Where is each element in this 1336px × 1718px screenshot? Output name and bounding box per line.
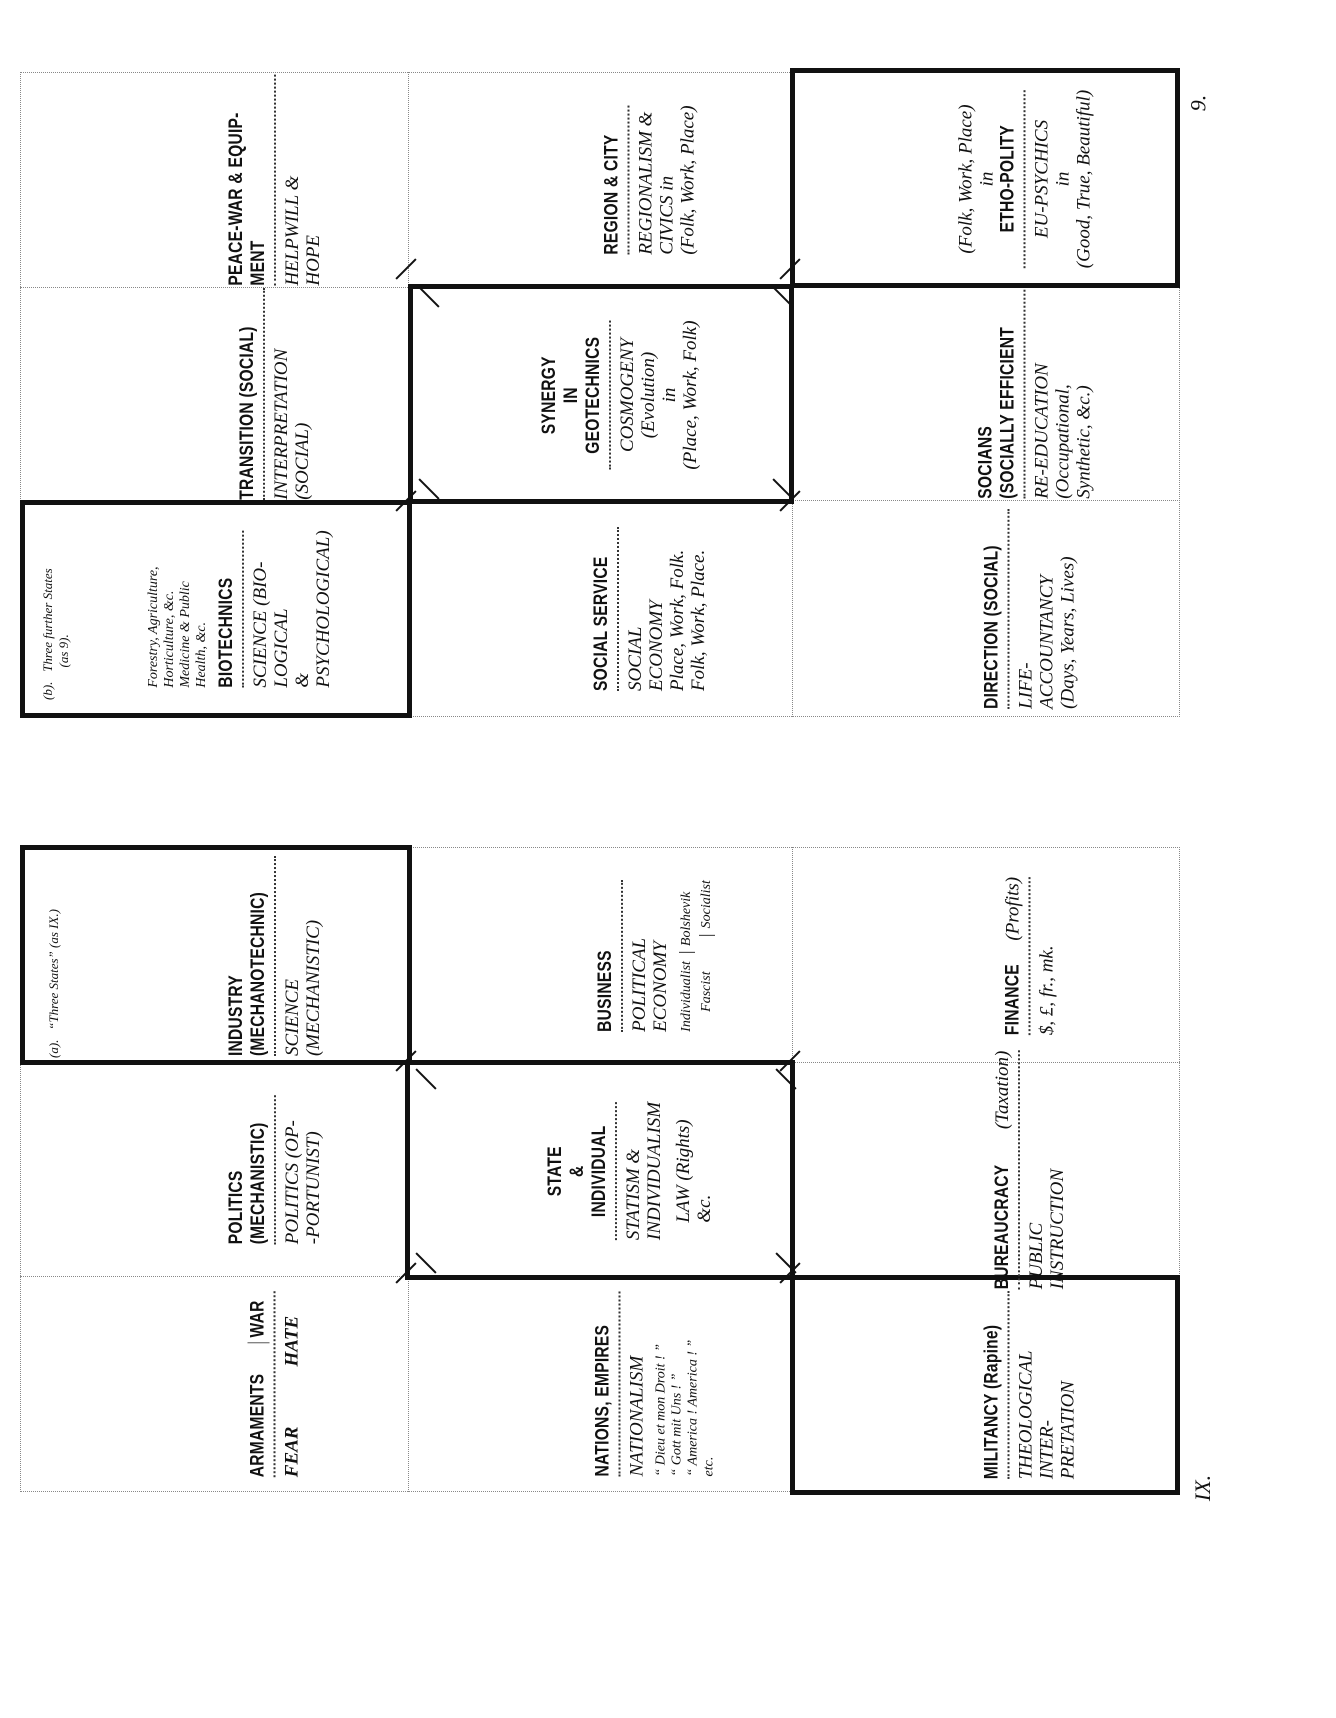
divider — [1008, 1290, 1010, 1478]
business-heading: BUSINESS — [595, 950, 616, 1032]
divider — [1024, 89, 1026, 267]
divider — [609, 320, 611, 469]
finance-heading-row — [1003, 877, 1025, 1035]
bureaucracy-paren: (Taxation) — [992, 1050, 1013, 1130]
socians-heading: SOCIANS (SOCIALLY EFFICIENT — [975, 326, 1019, 499]
cell-politics — [150, 1066, 400, 1274]
cell-finance — [900, 852, 1160, 1060]
business-sub: POLITICAL ECONOMY — [629, 937, 671, 1032]
region-city-heading: REGION & CITY — [601, 134, 623, 255]
socians-sub: RE-EDUCATION (Occupational, Synthetic, &c.) — [1031, 363, 1095, 499]
militancy-heading: MILITANCY (Rapine) — [981, 1324, 1003, 1479]
industry-heading: INDUSTRY (MECHANOTECHNIC) — [226, 891, 269, 1057]
cell-nations — [530, 1280, 780, 1488]
region-city-sub: REGIONALISM & CIVICS in (Folk, Work, Place) — [635, 105, 699, 255]
finance-sub: $, £, fr., mk. — [1036, 945, 1058, 1036]
state-law: LAW (Rights) &c. — [673, 1118, 715, 1223]
nations-quotes: “ Dieu et mon Droit ! ” “ Gott mit Uns ! ” “ America ! America ! ” etc. — [653, 1339, 717, 1477]
divider — [274, 1291, 276, 1477]
social-service-heading: SOCIAL SERVICE — [591, 556, 612, 691]
bureaucracy-heading: BUREAUCRACY — [992, 1164, 1013, 1290]
cell-armaments — [150, 1280, 400, 1488]
individualist-label: Individualist — [679, 961, 694, 1032]
state-sub: STATISM & INDIVIDUALISM — [623, 1101, 665, 1240]
caption-b: (b). Three further States (as 9). — [40, 568, 71, 700]
cell-peace-war — [150, 76, 400, 284]
divider — [621, 880, 623, 1032]
cell-transition — [150, 290, 400, 498]
cell-militancy — [900, 1282, 1160, 1487]
biotechnics-sub: SCIENCE (BIO- LOGICAL & PSYCHOLOGICAL) — [250, 530, 334, 688]
divider — [1024, 289, 1026, 498]
direction-sub: LIFE- ACCOUNTANCY (Days, Years, Lives) — [1015, 556, 1079, 709]
divider — [617, 527, 619, 691]
divider — [274, 856, 276, 1056]
peace-war-sub: HELPWILL & HOPE — [282, 175, 324, 286]
divider — [628, 105, 630, 254]
finance-paren: (Profits) — [1002, 876, 1024, 941]
transition-heading: TRANSITION (SOCIAL) — [237, 326, 258, 500]
divider — [242, 530, 244, 687]
cell-region-city — [520, 76, 780, 284]
fear-text: FEAR — [281, 1426, 303, 1478]
synergy-sub: COSMOGENY (Evolution) in (Place, Work, Folk) — [617, 319, 701, 470]
divider — [615, 1101, 617, 1239]
cell-socians — [900, 290, 1170, 498]
divider — [263, 288, 265, 500]
divider — [1008, 509, 1010, 709]
nations-heading: NATIONS, EMPIRES — [592, 1324, 614, 1477]
direction-heading: DIRECTION (SOCIAL) — [981, 545, 1003, 709]
industry-sub: SCIENCE (MECHANISTIC) — [282, 919, 324, 1057]
armaments-heading: ARMAMENTS — [247, 1373, 269, 1478]
cell-bureaucracy — [900, 1050, 1160, 1290]
divider — [619, 1292, 621, 1477]
etho-polity-heading: ETHO-POLITY — [997, 124, 1019, 233]
divider — [1029, 877, 1031, 1035]
cell-synergy — [470, 292, 770, 497]
page-number-a: IX. — [1190, 1474, 1216, 1502]
bolshevik-label: Bolshevik — [679, 892, 695, 953]
armaments-heading-row — [248, 1291, 270, 1477]
biotechnics-heading: BIOTECHNICS — [216, 577, 237, 688]
hate-text: HATE — [281, 1315, 303, 1367]
armaments-sub-row — [282, 1316, 303, 1477]
cell-industry — [150, 852, 400, 1060]
politics-heading: POLITICS (MECHANISTIC) — [226, 1122, 269, 1245]
synergy-heading: SYNERGY IN GEOTECHNICS — [539, 336, 604, 453]
biotechnics-list: Forestry, Agriculture, Horticulture, &c. Medicine & Public Health, &c. — [146, 566, 209, 688]
business-variants-bottom — [699, 880, 715, 1032]
social-service-sub: SOCIAL ECONOMY Place, Work, Folk. Folk, Work, Place. — [625, 549, 709, 691]
etho-polity-pre: (Folk, Work, Place) in — [955, 103, 998, 254]
peace-war-heading: PEACE-WAR & EQUIP- MENT — [226, 112, 269, 286]
war-heading: WAR — [248, 1300, 270, 1343]
business-variants-top — [679, 892, 695, 1032]
bureaucracy-sub: PUBLIC INSTRUCTION — [1026, 1168, 1068, 1290]
politics-sub: POLITICS (OP- -PORTUNIST) — [282, 1120, 324, 1245]
nations-sub: NATIONALISM — [626, 1355, 648, 1477]
etho-polity-sub: EU-PSYCHICS in (Good, True, Beautiful) — [1031, 89, 1095, 268]
state-heading: STATE & INDIVIDUAL — [545, 1124, 610, 1217]
divider — [1018, 1051, 1020, 1290]
page-number-b: 9. — [1185, 94, 1211, 112]
finance-heading: FINANCE — [1002, 964, 1024, 1036]
divider — [274, 74, 276, 285]
militancy-sub: THEOLOGICAL INTER- PRETATION — [1015, 1349, 1079, 1479]
cell-social-service — [520, 505, 780, 713]
caption-a: (a). “Three States” (as IX.) — [46, 908, 61, 1058]
cell-biotechnics — [70, 505, 410, 713]
divider — [274, 1096, 276, 1245]
fascist-label: Fascist — [699, 971, 714, 1012]
cell-state — [480, 1068, 780, 1273]
cell-direction — [900, 505, 1160, 713]
transition-sub: INTERPRETATION (SOCIAL) — [271, 348, 313, 500]
bureaucracy-heading-row — [992, 1051, 1014, 1290]
socialist-label: Socialist — [699, 880, 715, 935]
cell-etho-polity — [880, 76, 1170, 281]
cell-business — [530, 852, 780, 1060]
